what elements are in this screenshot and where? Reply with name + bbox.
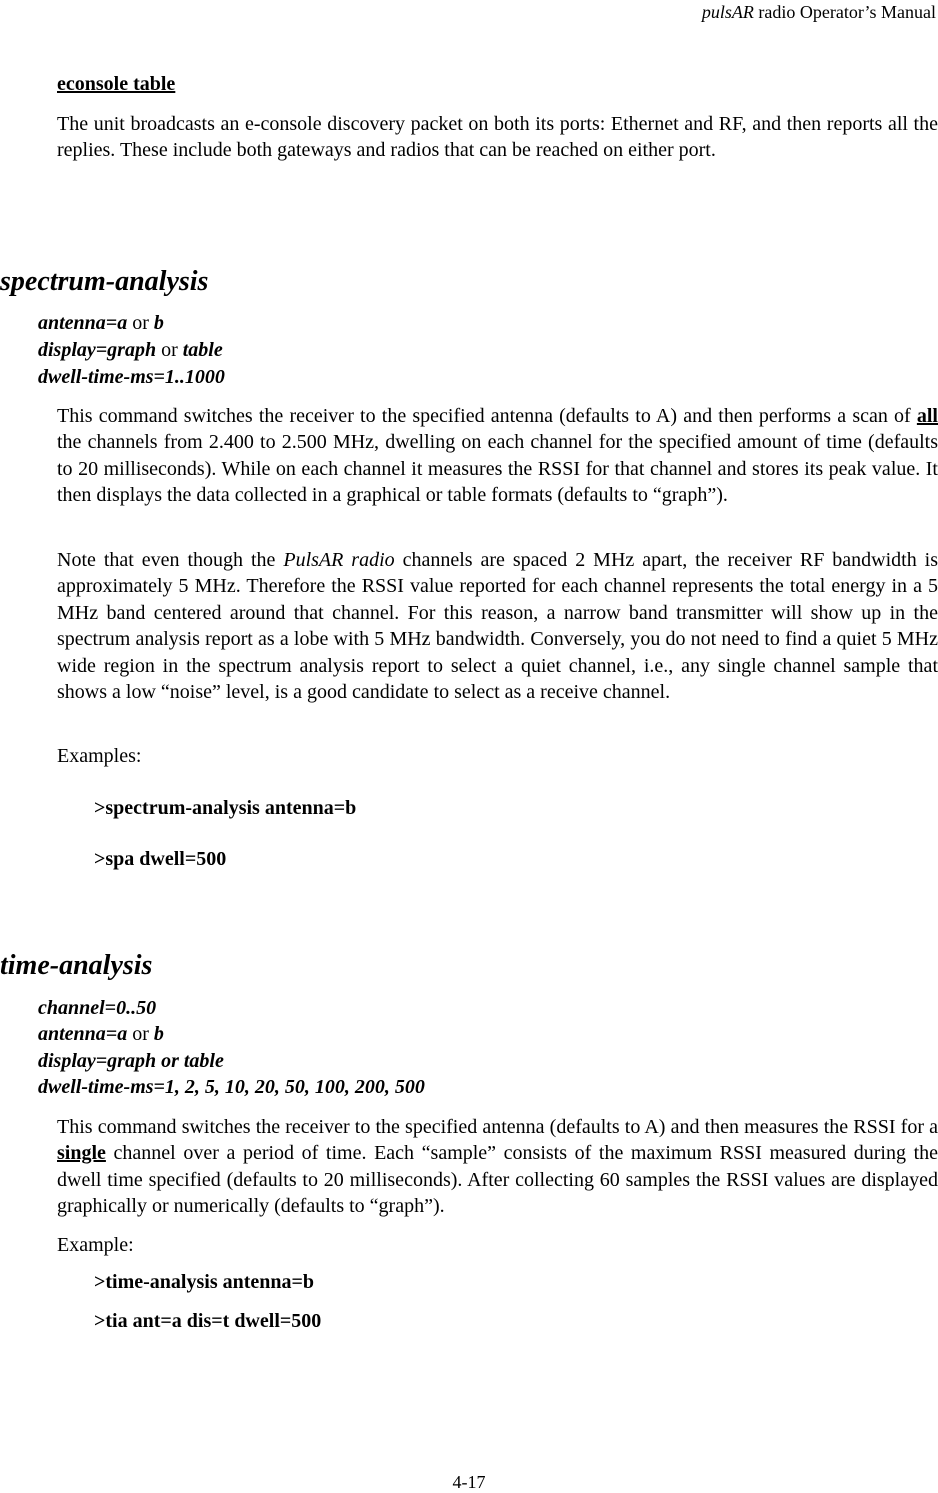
spectrum-example-1: >spectrum-analysis antenna=b — [94, 797, 357, 819]
time-param-display: display=graph or table — [38, 1050, 224, 1072]
running-header — [702, 2, 936, 23]
spectrum-analysis-heading: spectrum-analysis — [0, 266, 209, 297]
spectrum-paragraph-2: Note that even though the PulsAR radio channels are spaced 2 MHz apart, the receiver RF bandwidth is approximately 5 MHz. Therefore the RSSI value reported for each channel represents the total energy in a 5 MHz band centered around that channel. For this reason, a narrow band transmitter will show up in the spectrum analysis report as a lobe with 5 MHz bandwidth. Conversely, you do not need to find a quiet 5 MHz wide region in the spectrum analysis report to select a quiet channel, i.e., any single channel sample that shows a low “noise” level, is a good candidate to select as a receive channel. — [57, 549, 938, 704]
time-example-2: >tia ant=a dis=t dwell=500 — [94, 1310, 322, 1332]
time-param-dwell: dwell-time-ms=1, 2, 5, 10, 20, 50, 100, 200, 500 — [38, 1076, 425, 1098]
header-title: radio Operator’s Manual — [758, 2, 936, 22]
econsole-paragraph: The unit broadcasts an e-console discovery packet on both its ports: Ethernet and RF, and then reports all the replies. These include both gateways and radios that can be reached on either port. — [57, 113, 938, 162]
econsole-heading: econsole table — [57, 73, 176, 95]
time-example-label: Example: — [57, 1234, 134, 1256]
page-number: 4-17 — [452, 1472, 486, 1492]
time-paragraph-1: This command switches the receiver to the specified antenna (defaults to A) and then measures the RSSI for a single channel over a period of time. Each “sample” consists of the maximum RSSI measured during the dwell time specified (defaults to 20 milliseconds). After collecting 60 samples the RSSI values are displayed graphically or numerically (defaults to “graph”). — [57, 1116, 938, 1218]
time-param-antenna: antenna=a or b — [38, 1023, 164, 1045]
spectrum-param-display: display=graph or table — [38, 339, 223, 361]
time-param-channel: channel=0..50 — [38, 997, 157, 1019]
time-example-1: >time-analysis antenna=b — [94, 1271, 315, 1293]
spectrum-examples-label: Examples: — [57, 745, 142, 767]
header-product: pulsAR — [701, 2, 754, 22]
spectrum-example-2: >spa dwell=500 — [94, 848, 227, 870]
spectrum-paragraph-1: This command switches the receiver to the specified antenna (defaults to A) and then performs a scan of all the channels from 2.400 to 2.500 MHz, dwelling on each channel for the specified amount of time (defaults to 20 milliseconds). While on each channel it measures the RSSI for that channel and stores its peak value. It then displays the data collected in a graphical or table formats (defaults to “graph”). — [57, 405, 938, 507]
spectrum-param-antenna: antenna=a or b — [38, 312, 164, 334]
time-analysis-heading: time-analysis — [0, 950, 153, 981]
spectrum-param-dwell: dwell-time-ms=1..1000 — [38, 366, 225, 388]
